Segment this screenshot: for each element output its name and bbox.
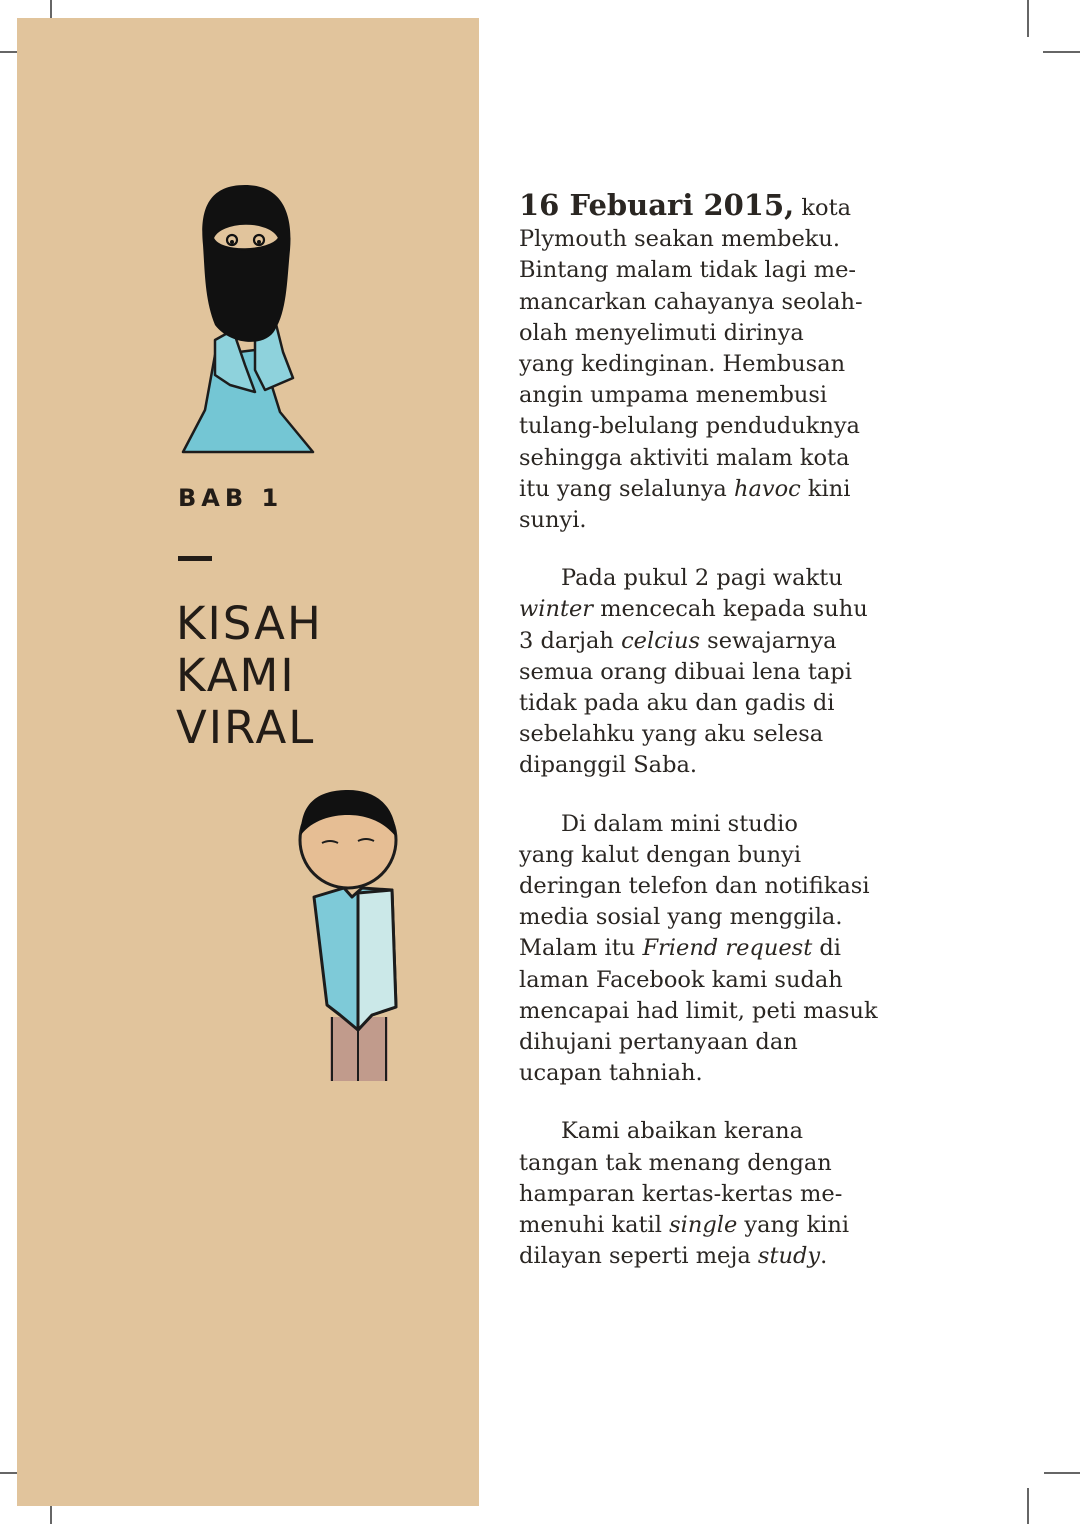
paragraph: 16 Febuari 2015, kota Plymouth seakan membeku. Bintang malam tidak lagi me- mancarkan cahayanya seolah- olah menyelimuti dirinya yang kedinginan. Hembusan angin umpama menembusi tulang-belulang penduduknya sehingga aktiviti malam kota itu yang selalunya havoc kini sunyi. (519, 188, 863, 534)
crop-mark (0, 1472, 18, 1474)
paragraph: Pada pukul 2 pagi waktu winter mencecah kepada suhu 3 darjah celcius sewajarnya semua orang dibuai lena tapi tidak pada aku dan gadis di sebelahku yang aku selesa dipanggil Saba. (519, 565, 868, 779)
paragraph: Kami abaikan kerana tangan tak menang dengan hamparan kertas-kertas me- menuhi katil single yang kini dilayan seperti meja study. (519, 1118, 850, 1270)
chapter-title-line: VIRAL (176, 701, 316, 754)
boy-illustration (292, 785, 407, 1085)
chapter-number: BAB 1 (178, 484, 284, 512)
crop-mark (1027, 0, 1029, 37)
chapter-title (176, 598, 323, 754)
chapter-title-line: KISAH (176, 597, 323, 650)
crop-mark (1044, 1472, 1080, 1474)
date-heading: 16 Febuari 2015, (519, 188, 795, 222)
crop-mark (1043, 51, 1080, 53)
chapter-divider (178, 556, 212, 561)
paragraph: Di dalam mini studio yang kalut dengan bunyi deringan telefon dan notifikasi media sosial yang menggila. Malam itu Friend request di laman Facebook kami sudah mencapai had limit, peti masuk dihujani pertanyaan dan ucapan tahniah. (519, 810, 878, 1087)
crop-mark (1027, 1488, 1029, 1524)
chapter-body (519, 190, 899, 1300)
chapter-title-line: KAMI (176, 649, 296, 702)
niqab-girl-illustration (175, 180, 320, 460)
